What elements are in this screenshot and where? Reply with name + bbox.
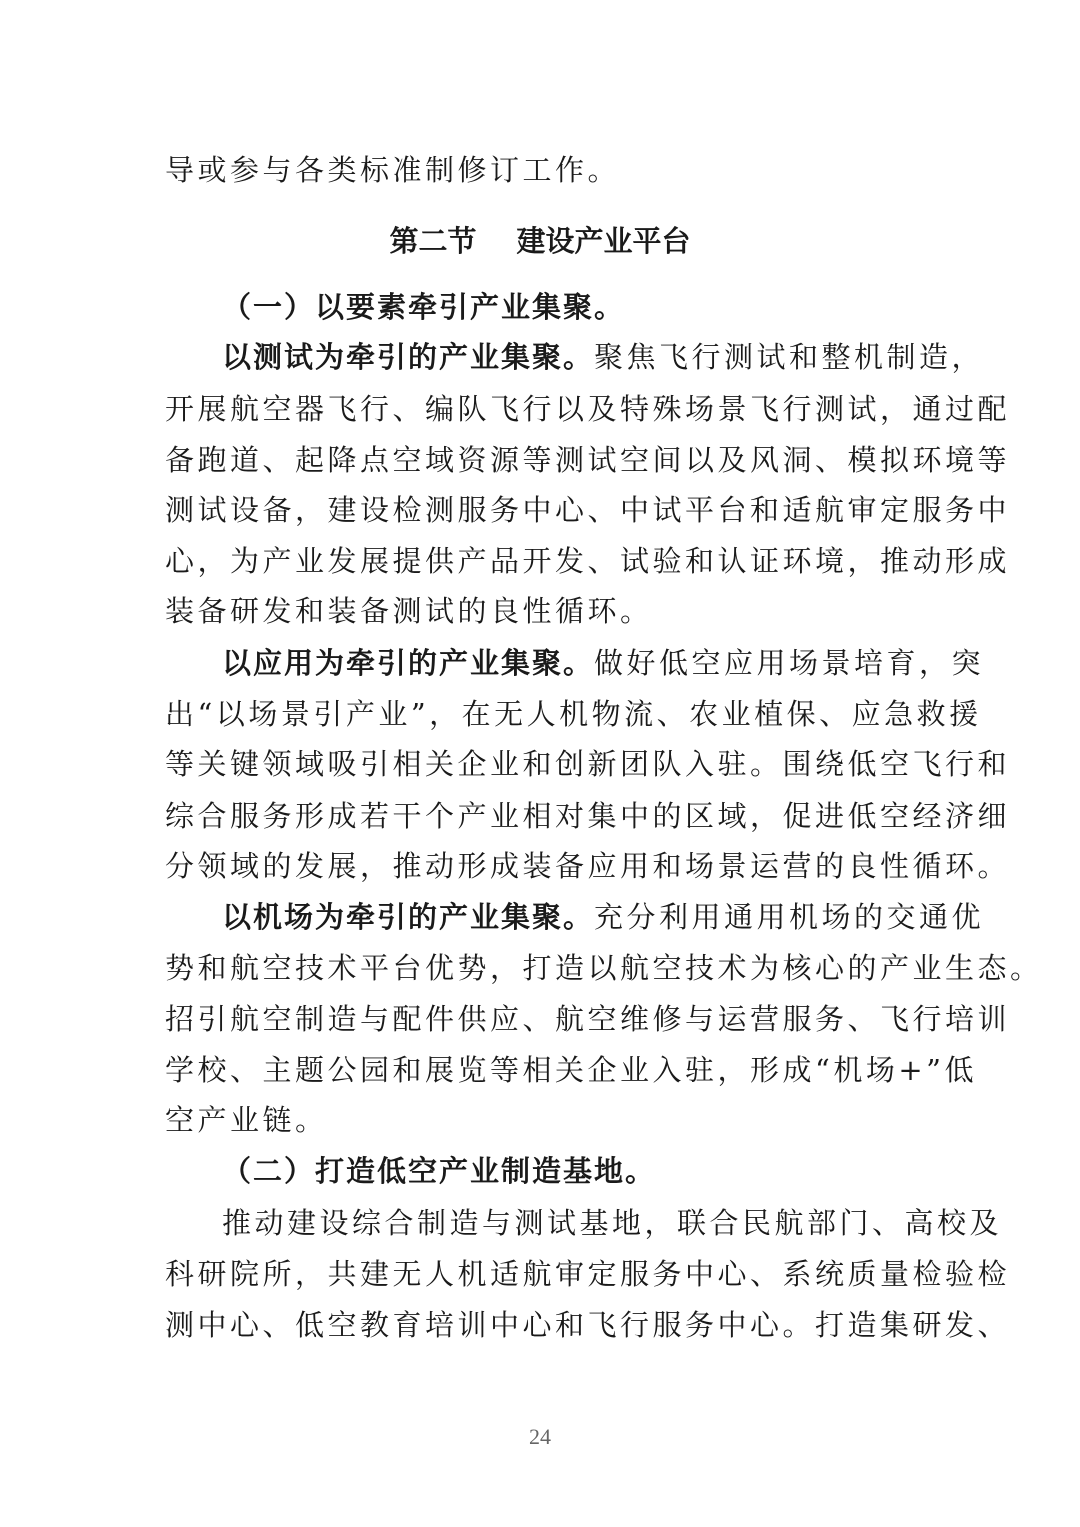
paragraph-line: 心，为产业发展提供产品开发、试验和认证环境，推动形成 — [165, 544, 1011, 578]
paragraph-line: 开展航空器飞行、编队飞行以及特殊场景飞行测试，通过配 — [165, 392, 1011, 426]
paragraph-line: 等关键领域吸引相关企业和创新团队入驻。围绕低空飞行和 — [165, 747, 1011, 781]
section-number: 第二节 — [389, 224, 477, 258]
paragraph-line: 备跑道、起降点空域资源等测试空间以及风洞、模拟环境等 — [165, 443, 1011, 477]
paragraph-line: 学校、主题公园和展览等相关企业入驻，形成“机场+”低 — [165, 1053, 977, 1087]
paragraph-first-line — [222, 643, 985, 683]
section-title — [0, 221, 1080, 261]
subsection-heading-2: （二）打造低空产业制造基地。 — [222, 1154, 657, 1188]
paragraph-text: 聚焦飞行测试和整机制造， — [594, 340, 985, 374]
paragraph-line: 出“以场景引产业”，在无人机物流、农业植保、应急救援 — [165, 697, 982, 731]
page-number: 24 — [529, 1424, 551, 1449]
paragraph-line: 测中心、低空教育培训中心和飞行服务中心。打造集研发、 — [165, 1308, 1011, 1342]
paragraph-line: 分领域的发展，推动形成装备应用和场景运营的良性循环。 — [165, 849, 1011, 883]
subsection-heading-1: （一）以要素牵引产业集聚。 — [222, 290, 626, 324]
paragraph-line: 势和航空技术平台优势，打造以航空技术为核心的产业生态。 — [165, 951, 1043, 985]
paragraph-first-line — [222, 897, 985, 937]
paragraph-line: 空产业链。 — [165, 1103, 328, 1137]
paragraph-line: 测试设备，建设检测服务中心、中试平台和适航审定服务中 — [165, 493, 1011, 527]
paragraph-line: 科研院所，共建无人机适航审定服务中心、系统质量检验检 — [165, 1257, 1011, 1291]
paragraph-text: 做好低空应用场景培育，突 — [594, 646, 985, 680]
paragraph-line: 招引航空制造与配件供应、航空维修与运营服务、飞行培训 — [165, 1002, 1011, 1036]
paragraph-text: 充分利用通用机场的交通优 — [594, 900, 985, 934]
paragraph-lead: 以测试为牵引的产业集聚。 — [222, 340, 595, 374]
paragraph-first-line — [222, 337, 985, 377]
continuation-line: 导或参与各类标准制修订工作。 — [165, 153, 621, 187]
paragraph-lead: 以应用为牵引的产业集聚。 — [222, 646, 595, 680]
paragraph-first-line: 推动建设综合制造与测试基地，联合民航部门、高校及 — [222, 1206, 1003, 1240]
paragraph-line: 综合服务形成若干个产业相对集中的区域，促进低空经济细 — [165, 799, 1011, 833]
paragraph-lead: 以机场为牵引的产业集聚。 — [222, 900, 595, 934]
paragraph-line: 装备研发和装备测试的良性循环。 — [165, 594, 653, 628]
section-name: 建设产业平台 — [516, 224, 691, 258]
